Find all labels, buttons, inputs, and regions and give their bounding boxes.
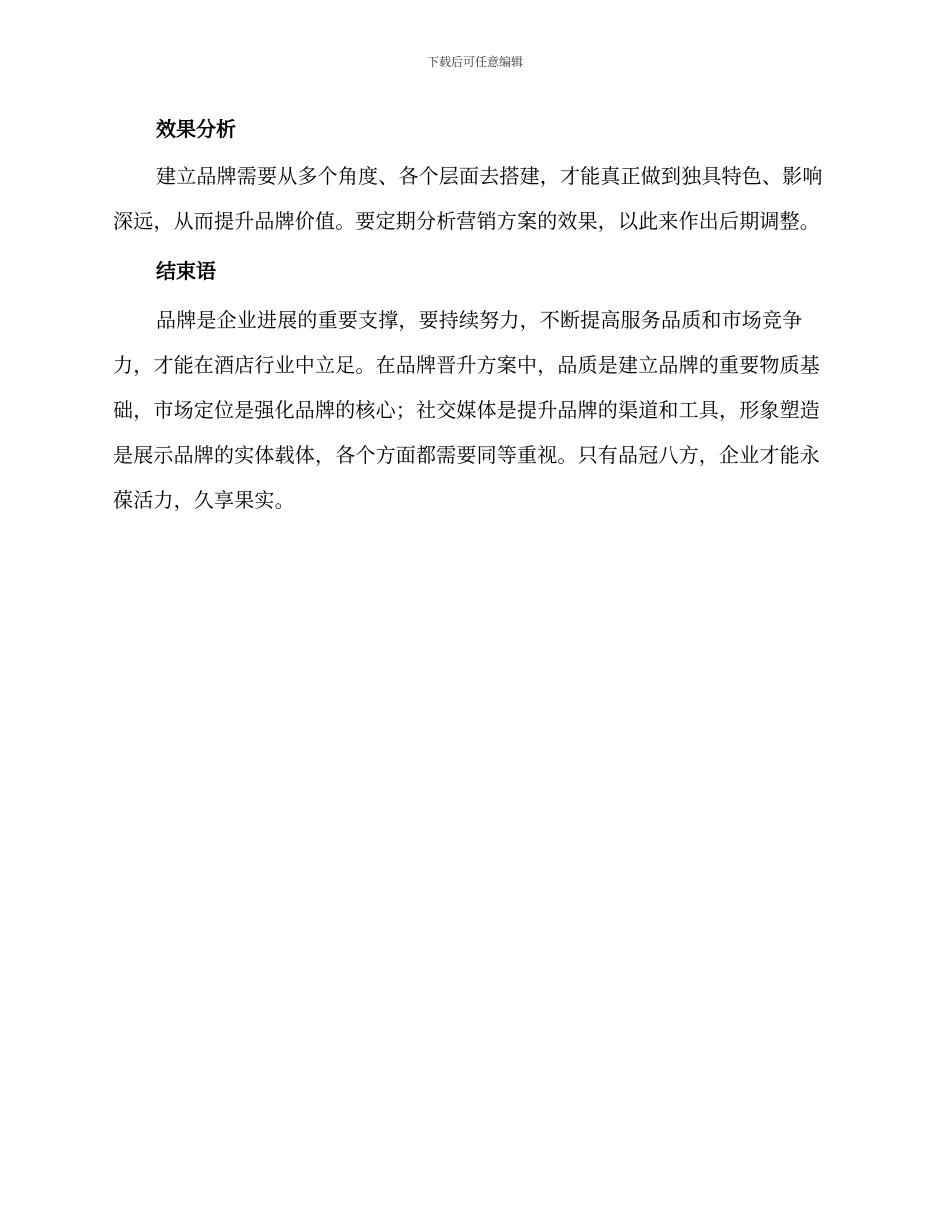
document-body xyxy=(113,112,835,523)
page-header: 下载后可任意编辑 xyxy=(426,55,523,69)
section-paragraph-conclusion: 品牌是企业进展的重要支撑，要持续努力，不断提高服务品质和市场竞争力，才能在酒店行业中立足。在品牌晋升方案中，品质是建立品牌的重要物质基础，市场定位是强化品牌的核心；社交媒体是提升品牌的渠道和工具，形象塑造是展示品牌的实体载体，各个方面都需要同等重视。只有品冠八方，企业才能永葆活力，久享果实。 xyxy=(113,308,820,512)
section-heading-conclusion: 结束语 xyxy=(156,259,216,283)
section-paragraph-effect-analysis: 建立品牌需要从多个角度、各个层面去搭建，才能真正做到独具特色、影响深远，从而提升品牌价值。要定期分析营销方案的效果，以此来作出后期调整。 xyxy=(113,164,823,233)
section-heading-effect-analysis: 效果分析 xyxy=(156,117,236,141)
